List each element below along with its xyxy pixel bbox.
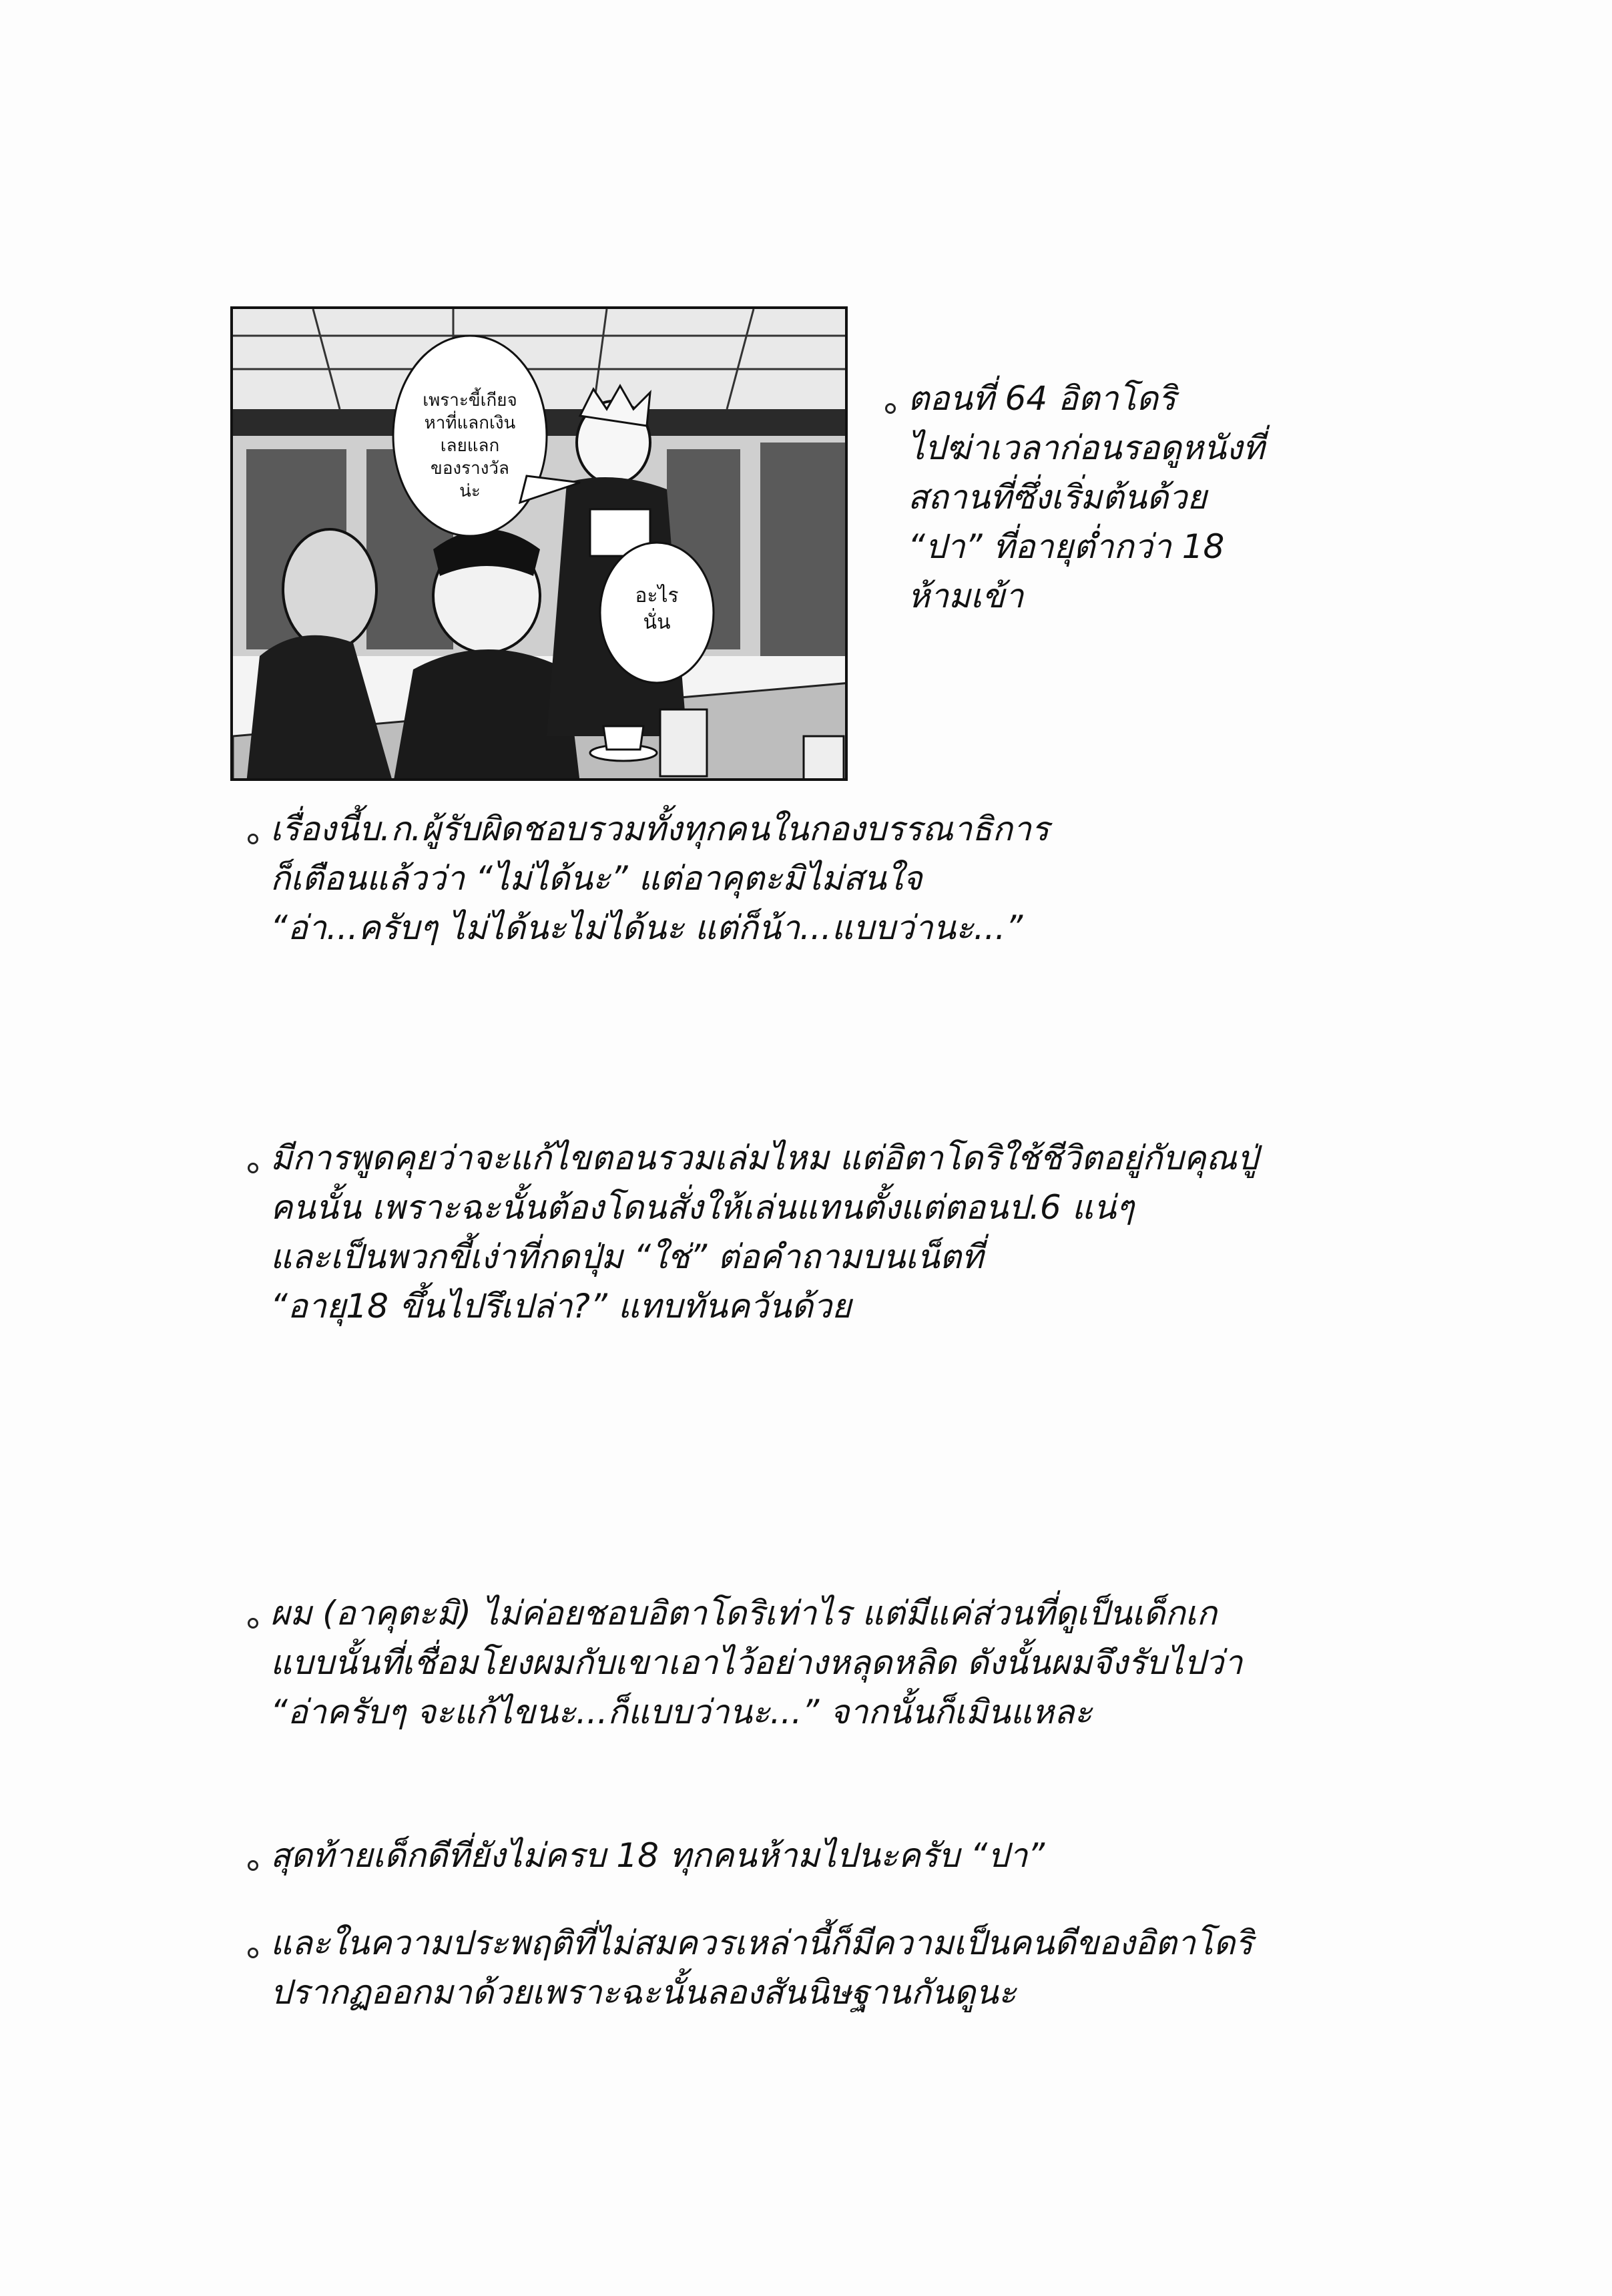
note-3-line-1: มีการพูดคุยว่าจะแก้ไขตอนรวมเล่มไหม แต่อิตาโดริใช้ชีวิตอยู่กับคุณปู่ [270, 1139, 1258, 1177]
note-6-line-2: ปรากฏออกมาด้วยเพราะฉะนั้นลองสันนิษฐานกันดูนะ [270, 1973, 1017, 2012]
speech-bubble-right: อะไร นั่น [635, 584, 679, 634]
note-1-line-3: สถานที่ซึ่งเริ่มต้นด้วย [908, 478, 1207, 517]
note-2-line-2: ก็เตือนแล้วว่า “ไม่ได้นะ” แต่อาคุตะมิไม่สนใจ [270, 859, 922, 898]
note-1-line-4: “ปา” ที่อายุต่ำกว่า 18 [908, 527, 1225, 566]
note-1-line-5: ห้ามเข้า [908, 577, 1024, 615]
manga-panel [230, 306, 848, 781]
note-2-line-1: เรื่องนี้บ.ก.ผู้รับผิดชอบรวมทั้งทุกคนในกองบรรณาธิการ [270, 810, 1049, 848]
manga-illustration [233, 309, 848, 781]
note-5 [270, 1831, 1045, 1880]
note-6 [270, 1918, 1253, 2017]
note-2 [270, 804, 1049, 952]
note-6-line-1: และในความประพฤติที่ไม่สมควรเหล่านี้ก็มีความเป็นคนดีของอิตาโดริ [270, 1924, 1254, 1962]
note-3 [270, 1133, 1258, 1331]
note-4-line-2: แบบนั้นที่เชื่อมโยงผมกับเขาเอาไว้อย่างหลุดหลิด ดังนั้นผมจึงรับไปว่า [270, 1643, 1243, 1682]
note-3-line-3: และเป็นพวกขี้เง่าที่กดปุ่ม “ใช่” ต่อคำถามบนเน็ตที่ [270, 1237, 984, 1276]
speech-bubble-left: เพราะขี้เกียจ หาที่แลกเงิน เลยแลก ของรางวัล น่ะ [423, 390, 517, 501]
note-1-line-2: ไปฆ่าเวลาก่อนรอดูหนังที่ [908, 428, 1265, 467]
bullet-icon [885, 403, 896, 414]
note-5-line-1: สุดท้ายเด็กดีที่ยังไม่ครบ 18 ทุกคนห้ามไปนะครับ “ปา” [270, 1836, 1045, 1875]
note-4 [270, 1589, 1242, 1737]
note-1-line-1: ตอนที่ 64 อิตาโดริ [908, 379, 1176, 418]
bullet-icon [248, 1860, 258, 1871]
note-4-line-1: ผม (อาคุตะมิ) ไม่ค่อยชอบอิตาโดริเท่าไร แต่มีแค่ส่วนที่ดูเป็นเด็กเก [270, 1594, 1217, 1633]
note-3-line-2: คนนั้น เพราะฉะนั้นต้องโดนสั่งให้เล่นแทนตั้งแต่ตอนป.6 แน่ๆ [270, 1188, 1134, 1227]
bullet-icon [248, 1163, 258, 1173]
note-1 [908, 374, 1264, 621]
note-4-line-3: “อ่าครับๆ จะแก้ไขนะ...ก็แบบว่านะ...” จากนั้นก็เมินแหละ [270, 1693, 1093, 1731]
bullet-icon [248, 1948, 258, 1958]
note-3-line-4: “อายุ18 ขึ้นไปรึเปล่า?” แทบทันควันด้วย [270, 1287, 852, 1326]
bullet-icon [248, 834, 258, 844]
bullet-icon [248, 1618, 258, 1629]
note-2-line-3: “อ่า...ครับๆ ไม่ได้นะไม่ได้นะ แต่ก็น้า...แบบว่านะ...” [270, 908, 1023, 947]
